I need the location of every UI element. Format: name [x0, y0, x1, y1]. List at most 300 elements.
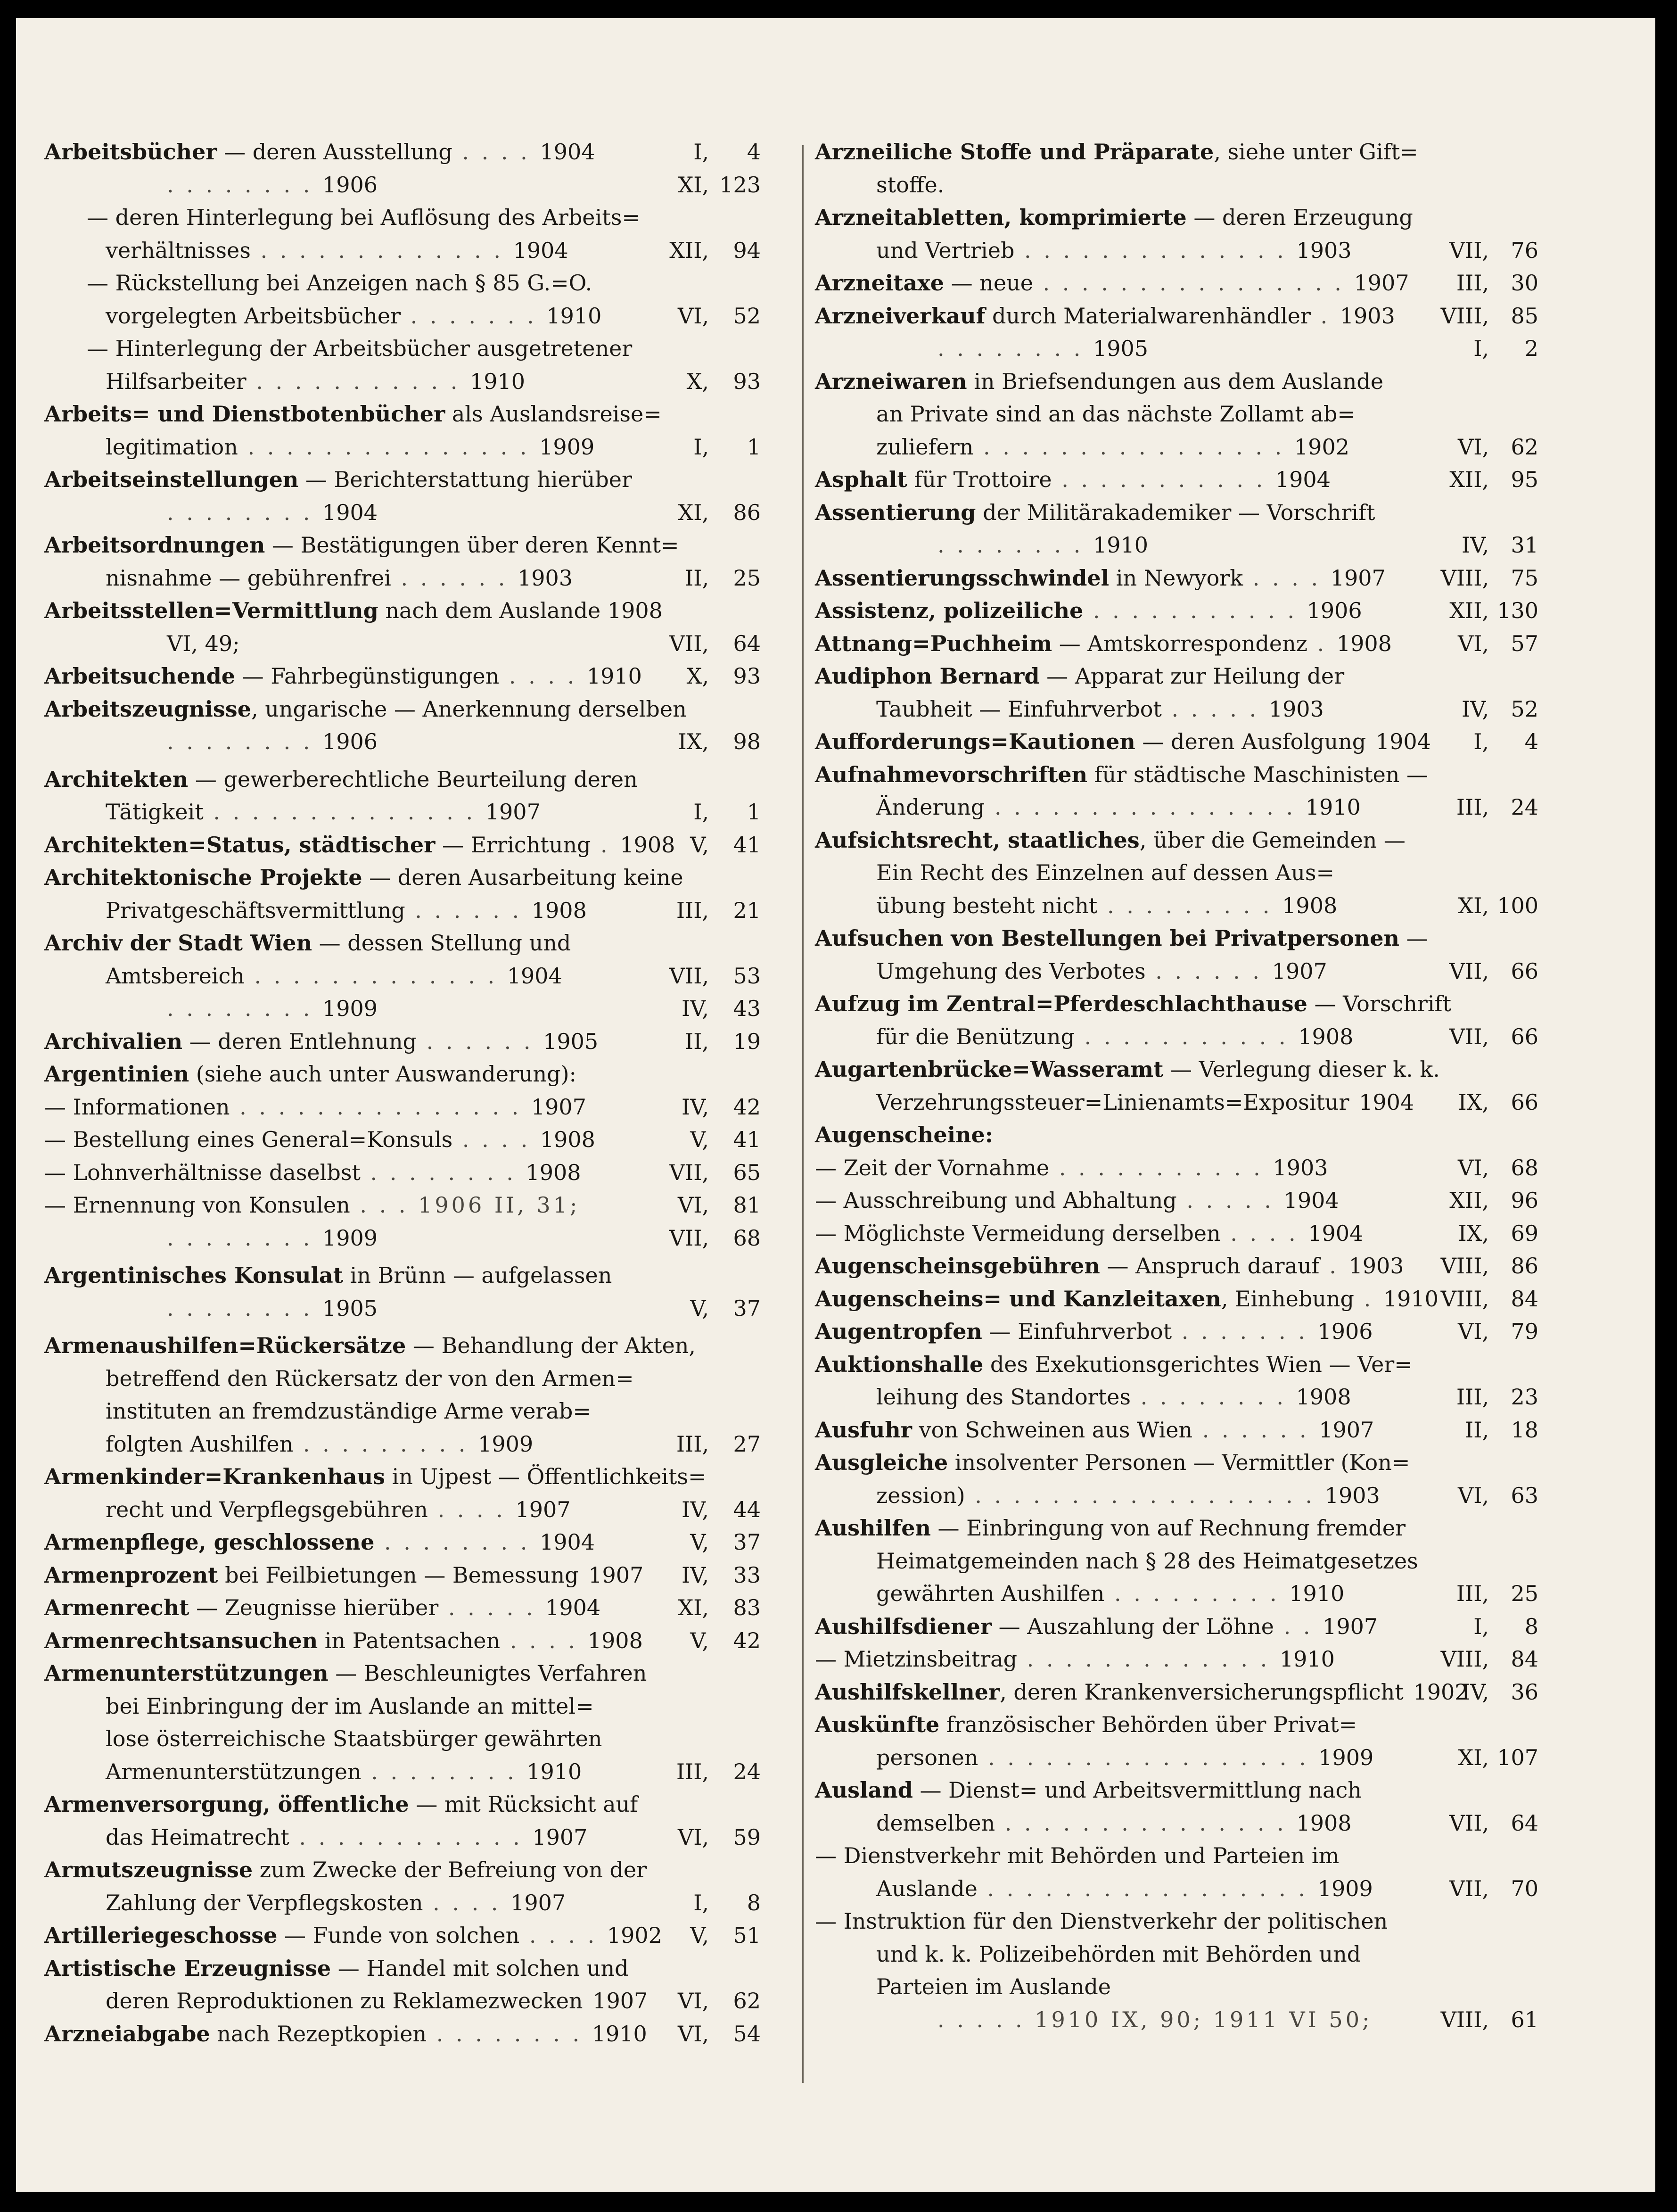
entry-volume: V,: [690, 1127, 709, 1152]
index-page: [16, 18, 1655, 2192]
entry-page: 64: [733, 630, 761, 656]
entry-leader: . . . .: [1220, 1220, 1308, 1246]
entry-year: 1907: [485, 799, 541, 825]
entry-description: in Ujpest — Öffentlichkeits=: [385, 1464, 707, 1489]
entry-leader: . . . . . . . . . . . . . . .: [238, 434, 540, 460]
entry-description: Armenunterstützungen: [106, 1758, 362, 1784]
index-line: [815, 857, 1543, 890]
entry-text: [106, 1723, 602, 1756]
entry-text: [44, 1788, 638, 1821]
entry-page: 93: [733, 368, 761, 394]
entry-leader: .: [1310, 303, 1340, 329]
entry-year: 1906: [1307, 598, 1362, 623]
entry-text: [815, 300, 1395, 333]
entry-leader: . . . . . . . . . . . . .: [244, 963, 507, 989]
entry-text: [876, 1545, 1418, 1578]
entry-description: verhältnisses: [106, 237, 251, 263]
index-line: [815, 1479, 1543, 1512]
entry-volume: VII,: [1449, 958, 1489, 984]
entry-text: [106, 365, 525, 398]
entry-text: [876, 791, 1361, 824]
entry-year: 1906: [322, 172, 378, 198]
entry-leader: . . . . . . . . . . . . . . .: [995, 1810, 1297, 1836]
left-column: [44, 136, 794, 2050]
entry-page: 27: [733, 1431, 761, 1457]
entry-text: [44, 1189, 580, 1222]
entry-text: [106, 1821, 587, 1854]
entry-page: 83: [733, 1595, 761, 1620]
index-line: [815, 1021, 1543, 1054]
entry-leader: .: [1354, 1286, 1383, 1312]
entry-heading: Archivalien: [44, 1028, 183, 1054]
entry-text: [937, 2004, 1372, 2037]
entry-text: [167, 726, 378, 759]
entry-heading: Assentierungsschwindel: [815, 565, 1110, 591]
entry-heading: Ausgleiche: [815, 1450, 948, 1475]
entry-heading: Aufforderungs=Kautionen: [815, 729, 1135, 754]
entry-text: [815, 1709, 1357, 1742]
entry-volume: VIII,: [1440, 303, 1489, 329]
entry-description: — deren Entlehnung: [182, 1028, 417, 1054]
entry-description: Ein Recht des Einzelnen auf dessen Aus=: [876, 860, 1335, 885]
index-line: [815, 1774, 1543, 1807]
index-line: [44, 496, 794, 529]
entry-heading: Asphalt: [815, 467, 907, 492]
entry-description: — Apparat zur Heilung der: [1039, 663, 1345, 689]
index-line: [44, 1494, 794, 1527]
entry-page: 95: [1511, 467, 1538, 492]
entry-page: 44: [733, 1496, 761, 1522]
index-line: [815, 463, 1543, 496]
index-line: [815, 759, 1543, 792]
entry-description: — dessen Stellung und: [312, 930, 571, 956]
entry-year: 1903: [1273, 1155, 1328, 1180]
entry-page: 84: [1511, 1646, 1538, 1672]
entry-volume: II,: [685, 565, 709, 591]
entry-page: 24: [733, 1758, 761, 1784]
entry-page: 42: [733, 1627, 761, 1653]
entry-page: 52: [733, 303, 761, 329]
index-line: [44, 1091, 794, 1124]
entry-text: [106, 894, 587, 927]
index-line: [815, 1086, 1543, 1119]
entry-leader: . . . . . . . . . . . . . . . . .: [978, 1744, 1319, 1770]
index-line: [815, 1283, 1543, 1316]
index-line: [815, 1184, 1543, 1217]
entry-year: 1903: [1268, 696, 1324, 722]
entry-leader: . . . .: [452, 139, 540, 165]
index-line: [44, 300, 794, 333]
entry-leader: . . . .: [499, 663, 587, 689]
index-line: [815, 300, 1543, 333]
entry-text: [44, 1123, 595, 1156]
index-line: [815, 1938, 1543, 1971]
entry-description: Taubheit — Einfuhrverbot: [876, 696, 1162, 722]
entry-year: 1908: [1296, 1384, 1351, 1410]
entry-year: 1907: [1330, 565, 1386, 591]
entry-year: 1903: [517, 565, 573, 591]
entry-text: [44, 1329, 696, 1362]
entry-description: in Briefsendungen aus dem Auslande: [967, 368, 1384, 394]
entry-text: [815, 1840, 1339, 1873]
entry-year: 1904: [1275, 467, 1331, 492]
entry-leader: . . . . . . . . . . . . .: [250, 237, 513, 263]
entry-volume: V,: [690, 1923, 709, 1948]
entry-description: — Handel mit solchen und: [331, 1955, 629, 1981]
entry-page: 25: [1511, 1581, 1538, 1606]
entry-page: 24: [1511, 794, 1538, 820]
entry-volume: II,: [685, 1028, 709, 1054]
entry-heading: Auskünfte: [815, 1712, 940, 1737]
entry-leader: . . . . . 1910 IX, 90; 1911 VI 50;: [937, 2006, 1373, 2032]
entry-year: 1909: [322, 1225, 378, 1251]
entry-text: [44, 1058, 576, 1091]
entry-description: — Einfuhrverbot: [982, 1319, 1172, 1344]
index-line: [44, 861, 794, 894]
entry-description: für städtische Maschinisten —: [1087, 761, 1429, 787]
entry-leader: . . . . . . . .: [1130, 1384, 1296, 1410]
entry-text: [815, 365, 1383, 398]
entry-description: betreffend den Rückersatz der von den Armen=: [106, 1365, 634, 1391]
entry-page: 76: [1511, 237, 1538, 263]
entry-page: 70: [1511, 1875, 1538, 1901]
entry-heading: Aushilfen: [815, 1515, 931, 1541]
entry-volume: I,: [1473, 1613, 1489, 1639]
entry-page: 1: [747, 799, 761, 825]
index-line: [44, 1428, 794, 1461]
entry-leader: . . . . . . . . . . . . . . . .: [1033, 270, 1354, 296]
entry-heading: Assistenz, polizeiliche: [815, 598, 1084, 623]
index-line: [815, 1643, 1543, 1676]
index-line: [44, 1625, 794, 1658]
entry-volume: III,: [1456, 1581, 1489, 1606]
entry-heading: Augenscheine:: [815, 1122, 993, 1147]
entry-leader: . . . . . . . .: [167, 172, 322, 198]
index-line: [44, 1690, 794, 1723]
entry-text: [815, 660, 1344, 693]
entry-leader: [1366, 729, 1376, 754]
entry-volume: VII,: [669, 1225, 709, 1251]
entry-text: [167, 1292, 378, 1325]
entry-volume: I,: [693, 434, 709, 460]
entry-description: insolventer Personen — Vermittler (Kon=: [948, 1450, 1410, 1475]
entry-description: —: [1399, 925, 1428, 951]
entry-heading: Armutszeugnisse: [44, 1857, 253, 1882]
entry-text: [815, 1905, 1388, 1938]
entry-leader: . . . . . . . . . . . . . .: [1014, 237, 1297, 263]
entry-leader: . . . . . . . .: [361, 1758, 527, 1784]
entry-page: 64: [1511, 1810, 1538, 1836]
entry-leader: . . . . . . .: [1172, 1319, 1318, 1344]
entry-description: — Berichterstattung hierüber: [298, 467, 632, 492]
entry-description: — Instruktion für den Dienstverkehr der politischen: [815, 1908, 1388, 1934]
entry-description: personen: [876, 1744, 978, 1770]
index-line: [44, 1461, 794, 1494]
index-line: [815, 169, 1543, 202]
entry-leader: [583, 1988, 593, 2014]
entry-heading: Aushilfsdiener: [815, 1613, 992, 1639]
entry-text: [815, 1217, 1363, 1250]
entry-text: [167, 992, 378, 1025]
entry-description: folgten Aushilfen: [106, 1431, 294, 1457]
entry-text: [106, 1428, 533, 1461]
index-line: [44, 1395, 794, 1428]
entry-year: 1908: [540, 1127, 595, 1152]
entry-heading: Argentinisches Konsulat: [44, 1263, 343, 1288]
entry-volume: IV,: [1462, 696, 1489, 722]
entry-text: [167, 169, 378, 202]
entry-page: 94: [733, 237, 761, 263]
index-line: [815, 1152, 1543, 1185]
entry-page: 75: [1511, 565, 1538, 591]
index-line: [44, 1952, 794, 1985]
entry-year: 1902: [1294, 434, 1349, 460]
entry-volume: XI,: [678, 499, 709, 525]
entry-description: — deren Ausfolgung: [1135, 729, 1366, 754]
index-line: [815, 332, 1543, 365]
entry-page: 57: [1511, 630, 1538, 656]
entry-description: von Schweinen aus Wien: [912, 1417, 1193, 1443]
entry-heading: Arbeitszeugnisse: [44, 696, 251, 722]
entry-description: — neue: [944, 270, 1033, 296]
entry-year: 1904: [540, 139, 595, 165]
entry-description: Zahlung der Verpflegskosten: [106, 1890, 423, 1915]
index-line: [44, 796, 794, 829]
entry-description: — Ernennung von Konsulen: [44, 1192, 350, 1218]
entry-text: [106, 1362, 634, 1395]
index-line: [815, 1676, 1543, 1709]
index-line: [815, 496, 1543, 529]
entry-text: [876, 1479, 1380, 1512]
index-line: [44, 1592, 794, 1625]
entry-page: 42: [733, 1094, 761, 1120]
entry-description: — Dienst= und Arbeitsvermittlung nach: [912, 1777, 1362, 1803]
entry-description: Privatgeschäftsvermittlung: [106, 897, 405, 923]
entry-description: , Einhebung: [1221, 1286, 1354, 1312]
entry-description: an Private sind an das nächste Zollamt ab=: [876, 401, 1356, 427]
entry-heading: Arzneiliche Stoffe und Präparate: [815, 139, 1214, 165]
entry-volume: I,: [1473, 336, 1489, 361]
entry-leader: . . . . . . . . . . .: [1049, 1155, 1273, 1180]
entry-description: (siehe auch unter Auswanderung):: [189, 1061, 577, 1087]
entry-volume: VI,: [677, 303, 709, 329]
entry-description: — Auszahlung der Löhne: [991, 1613, 1274, 1639]
entry-text: [815, 1348, 1413, 1381]
entry-description: bei Einbringung der im Auslande an mittel=: [106, 1693, 594, 1719]
entry-volume: IV,: [1462, 1679, 1489, 1705]
index-line: [44, 1788, 794, 1821]
entry-text: [44, 693, 687, 726]
index-line: [815, 1053, 1543, 1086]
entry-leader: [1349, 1089, 1359, 1115]
index-line: [815, 398, 1543, 431]
index-line: [44, 1189, 794, 1222]
entry-text: [106, 796, 541, 829]
entry-year: 1908: [1298, 1023, 1354, 1049]
index-line: [815, 791, 1543, 824]
entry-volume: VI,: [1457, 434, 1489, 460]
entry-description: für Trottoire: [907, 467, 1052, 492]
index-line: [44, 169, 794, 202]
entry-text: [87, 332, 632, 365]
entry-leader: . . . . . . . . . . . . . . . .: [973, 434, 1294, 460]
entry-page: 30: [1511, 270, 1538, 296]
entry-year: 1910: [586, 663, 642, 689]
entry-description: Auslande: [876, 1875, 978, 1901]
entry-heading: Aufsuchen von Bestellungen bei Privatpersonen: [815, 925, 1400, 951]
index-line: [44, 529, 794, 562]
entry-heading: Aufsichtsrecht, staatliches: [815, 827, 1140, 853]
index-line: [815, 1446, 1543, 1479]
entry-description: — Funde von solchen: [277, 1923, 520, 1948]
entry-heading: Attnang=Puchheim: [815, 630, 1052, 656]
entry-volume: V,: [690, 1627, 709, 1653]
entry-leader: .: [591, 832, 620, 858]
entry-page: 66: [1511, 1023, 1538, 1049]
entry-volume: III,: [1456, 794, 1489, 820]
entry-text: [44, 463, 632, 496]
entry-heading: Arzneitaxe: [815, 270, 944, 296]
entry-text: [44, 861, 683, 894]
entry-year: 1908: [587, 1627, 643, 1653]
entry-description: für die Benützung: [876, 1023, 1075, 1049]
entry-leader: . . . . .: [1176, 1188, 1284, 1213]
entry-text: [876, 1021, 1353, 1054]
entry-text: [44, 1526, 595, 1559]
entry-heading: Aufnahmevorschriften: [815, 761, 1088, 787]
entry-year: 1907: [1272, 958, 1327, 984]
entry-page: 33: [733, 1562, 761, 1588]
entry-text: [44, 1952, 629, 1985]
index-line: [815, 1414, 1543, 1447]
entry-year: 1903: [1340, 303, 1395, 329]
entry-text: [44, 1657, 647, 1690]
entry-page: 62: [733, 1988, 761, 2014]
entry-description: in Patentsachen: [318, 1627, 501, 1653]
entry-page: 66: [1511, 1089, 1538, 1115]
entry-page: 63: [1511, 1482, 1538, 1508]
entry-heading: Armenpflege, geschlossene: [44, 1529, 375, 1555]
entry-description: — Zeugnisse hierüber: [189, 1595, 439, 1620]
index-line: [44, 1292, 794, 1325]
entry-description: — Mietzinsbeitrag: [815, 1646, 1018, 1672]
entry-volume: III,: [1456, 270, 1489, 296]
entry-description: Tätigkeit: [106, 799, 204, 825]
entry-text: [44, 1559, 643, 1592]
entry-text: [44, 1592, 600, 1625]
index-line: [44, 1854, 794, 1887]
index-line: [44, 1821, 794, 1854]
entry-description: — Rückstellung bei Anzeigen nach § 85 G.=O.: [87, 270, 592, 296]
entry-text: [44, 763, 638, 796]
entry-text: [44, 1091, 586, 1124]
entry-volume: III,: [1456, 1384, 1489, 1410]
entry-description: — deren Ausstellung: [217, 139, 452, 165]
index-line: [815, 365, 1543, 398]
entry-text: [44, 1259, 612, 1292]
entry-leader: . . . .: [427, 1496, 516, 1522]
entry-leader: . . . . . . . . . . . .: [289, 1824, 533, 1850]
entry-year: 1907: [531, 1094, 586, 1120]
index-line: [815, 922, 1543, 955]
entry-text: [167, 1222, 378, 1255]
entry-leader: . . . . . .: [391, 565, 518, 591]
entry-heading: Armenprozent: [44, 1562, 218, 1588]
entry-volume: VII,: [669, 1159, 709, 1185]
entry-leader: . . . . . . . . .: [293, 1431, 478, 1457]
index-line: [815, 267, 1543, 300]
entry-text: [87, 201, 640, 234]
entry-leader: . . . . . . . . . . .: [246, 368, 470, 394]
entry-description: bei Feilbietungen — Bemessung: [218, 1562, 579, 1588]
index-line: [44, 1058, 794, 1091]
entry-page: 4: [1524, 729, 1538, 754]
entry-description: — deren Ausarbeitung keine: [362, 865, 683, 890]
entry-leader: . . . . . . . .: [937, 532, 1093, 558]
entry-leader: . . . .: [500, 1627, 588, 1653]
entry-leader: . . . . . . . . . . .: [1052, 467, 1275, 492]
entry-text: [815, 922, 1428, 955]
entry-description: übung besteht nicht: [876, 892, 1098, 918]
entry-text: [44, 660, 642, 693]
entry-description: — Ausschreibung und Abhaltung: [815, 1188, 1177, 1213]
entry-heading: Architekten: [44, 766, 189, 792]
entry-text: [815, 1414, 1374, 1447]
entry-description: — deren Hinterlegung bei Auflösung des Arbeits=: [87, 205, 640, 230]
entry-description: instituten an fremdzuständige Arme verab=: [106, 1398, 591, 1424]
entry-page: 18: [1511, 1417, 1538, 1443]
entry-leader: . . . .: [519, 1923, 607, 1948]
entry-page: 1: [747, 434, 761, 460]
entry-year: 1903: [1296, 237, 1352, 263]
entry-volume: VIII,: [1440, 565, 1489, 591]
entry-leader: . . . . . . . .: [427, 2021, 592, 2047]
entry-description: — Informationen: [44, 1094, 230, 1120]
entry-text: [106, 1395, 591, 1428]
index-line: [815, 1381, 1543, 1414]
entry-text: [87, 267, 592, 300]
entry-text: [815, 824, 1406, 857]
entry-year: 1908: [620, 832, 675, 858]
entry-description: — Errichtung: [435, 832, 591, 858]
entry-text: [815, 627, 1392, 660]
entry-text: [937, 529, 1148, 562]
index-line: [44, 660, 794, 693]
entry-description: zum Zwecke der Befreiung von der: [253, 1857, 647, 1882]
entry-page: 31: [1511, 532, 1538, 558]
entry-text: [44, 829, 675, 862]
index-line: [815, 1742, 1543, 1775]
entry-year: 1907: [1354, 270, 1409, 296]
entry-page: 69: [1511, 1220, 1538, 1246]
entry-heading: Augenscheins= und Kanzleitaxen: [815, 1286, 1221, 1312]
entry-volume: X,: [686, 368, 709, 394]
entry-text: [815, 1643, 1335, 1676]
entry-year: 1907: [510, 1890, 566, 1915]
index-line: [44, 960, 794, 993]
index-line: [44, 1329, 794, 1362]
entry-page: 86: [1511, 1253, 1538, 1279]
entry-text: [44, 1461, 707, 1494]
entry-volume: III,: [676, 1758, 709, 1784]
entry-description: des Exekutionsgerichtes Wien — Ver=: [983, 1351, 1413, 1377]
entry-description: — Möglichste Vermeidung derselben: [815, 1220, 1221, 1246]
entry-volume: V,: [690, 1295, 709, 1321]
index-line: [44, 431, 794, 464]
entry-page: 65: [733, 1159, 761, 1185]
entry-text: [106, 300, 601, 333]
index-line: [44, 693, 794, 726]
